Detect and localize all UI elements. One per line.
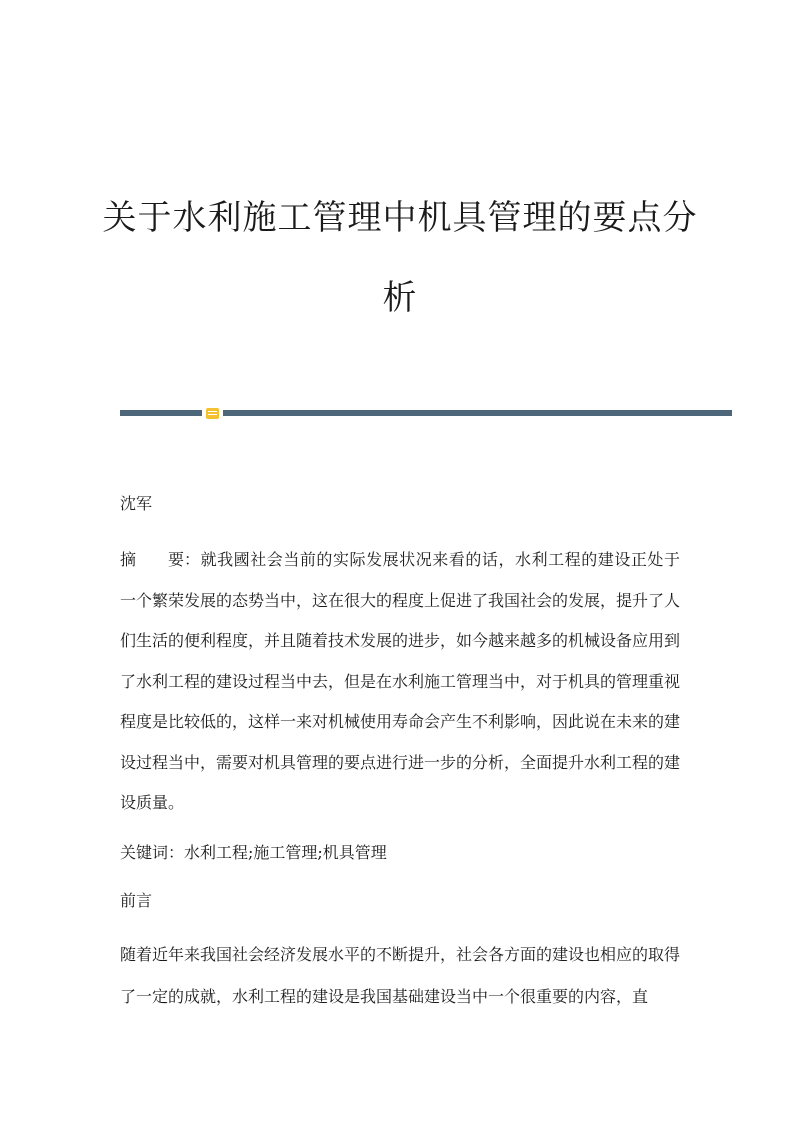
document-title-line-2: 析 [382, 278, 418, 318]
document-title-line-1: 关于水利施工管理中机具管理的要点分 [102, 198, 698, 238]
title-divider [120, 408, 732, 416]
author-name: 沈军 [120, 494, 153, 513]
abstract-paragraph [120, 540, 680, 824]
body-paragraph: 随着近年来我国社会经济发展水平的不断提升，社会各方面的建设也相应的取得了一定的成就，水利工程的建设是我国基础建设当中一个很重要的内容，直 [120, 945, 681, 1006]
keywords-line: 关键词：水利工程;施工管理;机具管理 [120, 843, 387, 862]
abstract-text: 就我國社会当前的实际发展状况来看的话，水利工程的建设正处于一个繁荣发展的态势当中，这在很大的程度上促进了我国社会的发展，提升了人们生活的便利程度，并且随着技术发展的进步，如今越来越多的机械设备应用到了水利工程的建设过程当中去，但是在水利施工管理当中，对于机具的管理重视程度是比较低的，这样一来对机械使用寿命会产生不利影响，因此说在未来的建设过程当中，需要对机具管理的要点进行进一步的分析，全面提升水利工程的建设质量。 [120, 550, 681, 812]
abstract-label: 摘 要： [120, 550, 201, 569]
preface-heading: 前言 [120, 891, 153, 910]
divider-badge-icon [206, 408, 219, 419]
divider-bar-left [120, 410, 202, 416]
divider-bar-right [223, 410, 732, 416]
